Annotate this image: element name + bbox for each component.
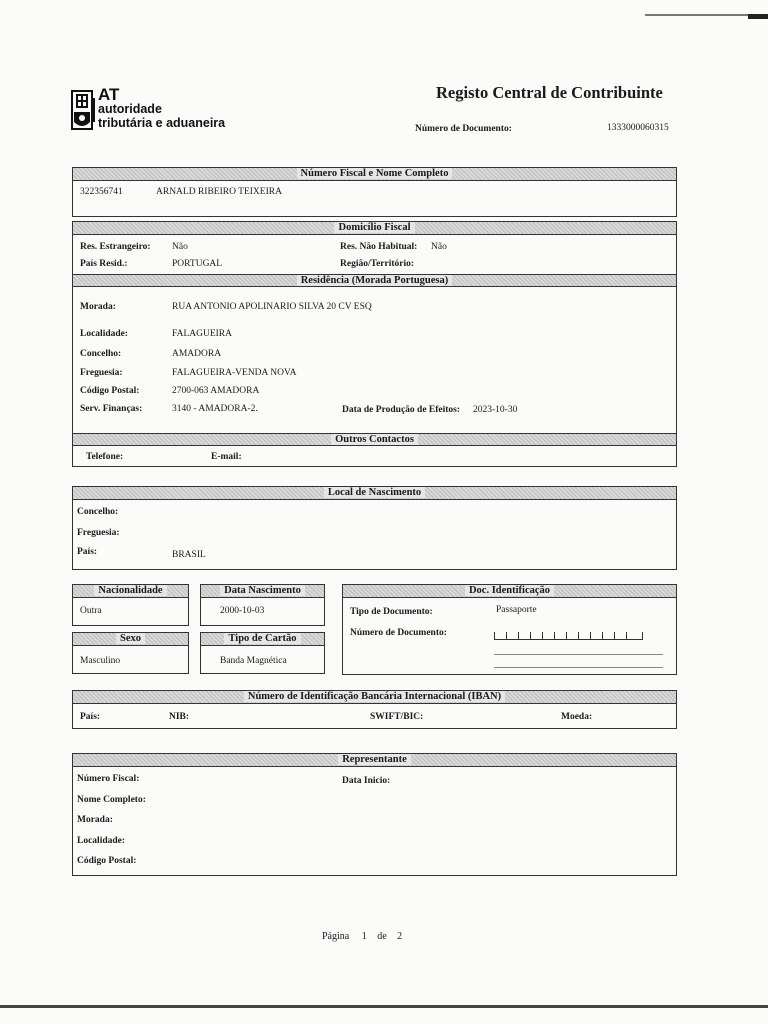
nasc-pais-label: País: (77, 547, 98, 557)
localidade-value: FALAGUEIRA (172, 329, 232, 339)
iban-section-header (73, 691, 676, 704)
numero-documento-label: Número de Documento: (350, 628, 447, 638)
char-box-tick (554, 632, 555, 639)
total-pages: 2 (397, 931, 403, 942)
doc-identificacao-header (343, 585, 676, 598)
page-indicator (322, 931, 402, 942)
char-box-tick (494, 632, 495, 639)
data-nascimento-title: Data Nascimento (220, 585, 305, 596)
iban-section (72, 690, 677, 729)
sexo-value: Masculino (80, 656, 121, 666)
char-box-tick (542, 632, 543, 639)
rep-data-inicio-label: Data Inicio: (342, 776, 391, 786)
domicilio-section-header (73, 222, 676, 235)
scan-edge-top-mark (748, 14, 768, 19)
document-number-character-boxes (494, 630, 643, 640)
representante-section-title: Representante (338, 754, 411, 765)
domicilio-section-title: Domicílio Fiscal (334, 222, 414, 233)
nasc-concelho-label: Concelho: (77, 507, 119, 517)
tipo-documento-label: Tipo de Documento: (350, 607, 433, 617)
data-nascimento-header (201, 585, 324, 598)
coat-of-arms-icon (70, 88, 96, 132)
document-number-line (494, 667, 663, 668)
contactos-section-header (73, 433, 676, 446)
res-nao-habitual-value: Não (431, 242, 447, 252)
rep-codigo-postal-label: Código Postal: (77, 856, 137, 866)
full-name-value: ARNALD RIBEIRO TEIXEIRA (156, 187, 282, 197)
telefone-label: Telefone: (86, 452, 124, 462)
logo-at-text: AT (98, 85, 120, 104)
rep-localidade-label: Localidade: (77, 836, 126, 846)
concelho-value: AMADORA (172, 349, 222, 359)
tipo-cartao-header (201, 633, 324, 646)
document-number-line (494, 654, 663, 655)
rep-nome-completo-label: Nome Completo: (77, 795, 146, 805)
document-number-label: Número de Documento: (415, 124, 512, 134)
nacionalidade-title: Nacionalidade (94, 585, 166, 596)
serv-financas-value: 3140 - AMADORA-2. (172, 404, 258, 414)
email-label: E-mail: (211, 452, 242, 462)
rep-morada-label: Morada: (77, 815, 113, 825)
pagina-label: Página (322, 931, 350, 942)
iban-pais-label: País: (80, 712, 101, 722)
data-producao-label: Data de Produção de Efeitos: (342, 405, 461, 415)
data-nascimento-box (200, 584, 325, 626)
representante-section-header (73, 754, 676, 767)
logo-line-2: tributária e aduaneira (98, 116, 226, 130)
pais-resid-label: País Resid.: (80, 259, 128, 269)
char-box-tick (506, 632, 507, 639)
iban-section-title: Número de Identificação Bancária Internacional (IBAN) (244, 691, 505, 702)
nif-value: 322356741 (80, 187, 123, 197)
representante-section (72, 753, 677, 876)
char-box-tick (530, 632, 531, 639)
data-producao-value: 2023-10-30 (473, 405, 518, 415)
tipo-documento-value: Passaporte (496, 605, 537, 615)
sexo-box (72, 632, 189, 674)
res-nao-habitual-label: Res. Não Habitual: (340, 242, 418, 252)
doc-identificacao-title: Doc. Identificação (465, 585, 554, 596)
freguesia-value: FALAGUEIRA-VENDA NOVA (172, 368, 297, 378)
localidade-label: Localidade: (80, 329, 129, 339)
char-box-tick (566, 632, 567, 639)
nascimento-section-header (73, 487, 676, 500)
serv-financas-label: Serv. Finanças: (80, 404, 143, 414)
char-box-tick (518, 632, 519, 639)
logo-line-1: autoridade (98, 102, 162, 116)
codigo-postal-label: Código Postal: (80, 386, 140, 396)
freguesia-label: Freguesia: (80, 368, 123, 378)
res-estrangeiro-label: Res. Estrangeiro: (80, 242, 151, 252)
rep-numero-fiscal-label: Número Fiscal: (77, 774, 140, 784)
scan-edge-bottom (0, 1005, 768, 1008)
nascimento-section-title: Local de Nascimento (324, 487, 425, 498)
char-box-tick (626, 632, 627, 639)
nacionalidade-value: Outra (80, 606, 102, 616)
domicilio-section (72, 221, 677, 467)
char-box-tick (642, 632, 643, 639)
char-box-tick (614, 632, 615, 639)
page-title: Registo Central de Contribuinte (436, 83, 663, 102)
sexo-header (73, 633, 188, 646)
nacionalidade-header (73, 585, 188, 598)
residencia-section-title: Residência (Morada Portuguesa) (297, 275, 453, 286)
concelho-label: Concelho: (80, 349, 122, 359)
contactos-section-title: Outros Contactos (331, 434, 418, 445)
nib-label: NIB: (169, 712, 190, 722)
tipo-cartao-title: Tipo de Cartão (224, 633, 300, 644)
at-logo (70, 85, 250, 134)
doc-identificacao-box (342, 584, 677, 675)
regiao-label: Região/Território: (340, 259, 415, 269)
codigo-postal-value: 2700-063 AMADORA (172, 386, 260, 396)
residencia-section-header (73, 274, 676, 287)
char-box-tick (578, 632, 579, 639)
pais-resid-value: PORTUGAL (172, 259, 223, 269)
nasc-freguesia-label: Freguesia: (77, 528, 120, 538)
res-estrangeiro-value: Não (172, 242, 188, 252)
nasc-pais-value: BRASIL (172, 550, 206, 560)
morada-label: Morada: (80, 302, 116, 312)
fiscal-section (72, 167, 677, 217)
sexo-title: Sexo (116, 633, 145, 644)
fiscal-section-header (73, 168, 676, 181)
char-box-tick (602, 632, 603, 639)
tipo-cartao-value: Banda Magnética (220, 656, 287, 666)
nacionalidade-box (72, 584, 189, 626)
swift-label: SWIFT/BIC: (370, 712, 424, 722)
data-nascimento-value: 2000-10-03 (220, 606, 265, 616)
tipo-cartao-box (200, 632, 325, 674)
document-number-value: 1333000060315 (607, 123, 669, 133)
current-page: 1 (361, 931, 367, 942)
de-label: de (377, 931, 387, 942)
char-box-tick (590, 632, 591, 639)
morada-value: RUA ANTONIO APOLINARIO SILVA 20 CV ESQ (172, 302, 372, 312)
fiscal-section-title: Número Fiscal e Nome Completo (297, 168, 453, 179)
moeda-label: Moeda: (561, 712, 593, 722)
nascimento-section (72, 486, 677, 570)
